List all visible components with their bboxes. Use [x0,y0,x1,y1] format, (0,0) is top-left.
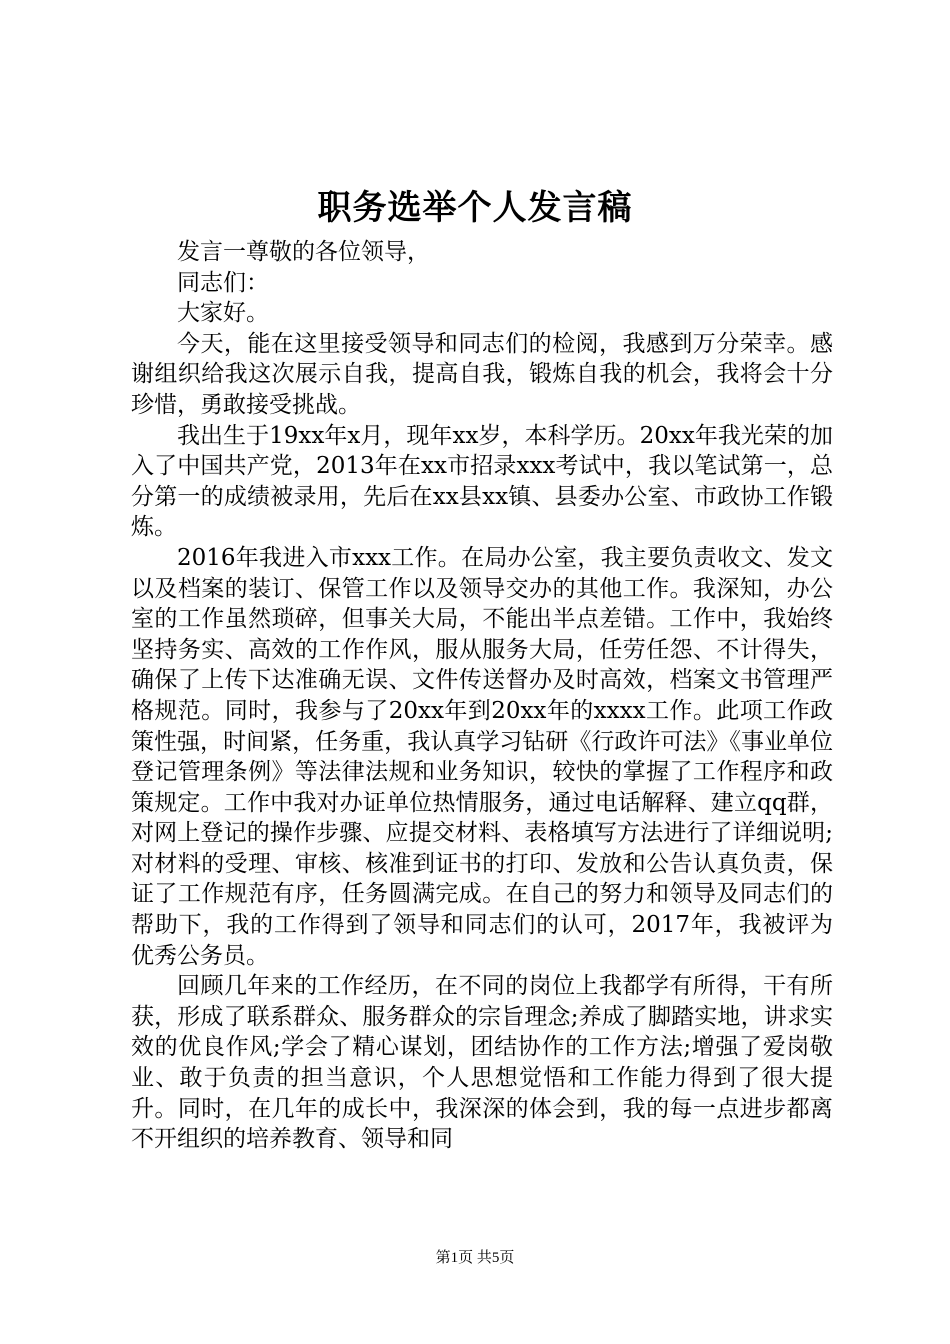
document-title: 职务选举个人发言稿 [317,188,633,228]
paragraph-greeting: 大家好。 [177,300,269,327]
document-body [131,237,833,1155]
paragraph-background: 我出生于19xx年x月，现年xx岁，本科学历。20xx年我光荣的加入了中国共产党，2013年在xx市招录xxx考试中，我以笔试第一，总分第一的成绩被录用，先后在xx县xx镇、县委办公室、市政协工作锻炼。 [131,422,833,541]
paragraph-opening: 今天，能在这里接受领导和同志们的检阅，我感到万分荣幸。感谢组织给我这次展示自我，提高自我，锻炼自我的机会，我将会十分珍惜，勇敢接受挑战。 [131,330,833,418]
paragraph-work-experience: 2016年我进入市xxx工作。在局办公室，我主要负责收文、发文以及档案的装订、保管工作以及领导交办的其他工作。我深知，办公室的工作虽然琐碎，但事关大局，不能出半点差错。工作中，我始终坚持务实、高效的工作作风，服从服务大局，任劳任怨、不计得失，确保了上传下达准确无误、文件传送督办及时高效，档案文书管理严格规范。同时，我参与了20xx年到20xx年的xxxx工作。此项工作政策性强，时间紧，任务重，我认真学习钻研《行政许可法》《事业单位登记管理条例》等法律法规和业务知识，较快的掌握了工作程序和政策规定。工作中我对办证单位热情服务，通过电话解释、建立qq群，对网上登记的操作步骤、应提交材料、表格填写方法进行了详细说明;对材料的受理、审核、核准到证书的打印、发放和公告认真负责，保证了工作规范有序，任务圆满完成。在自己的努力和领导及同志们的帮助下，我的工作得到了领导和同志们的认可，2017年，我被评为优秀公务员。 [131,544,833,969]
page-footer: 第1页 共5页 [435,1250,515,1266]
paragraph-address: 同志们： [177,269,269,296]
paragraph-salutation: 发言一尊敬的各位领导， [177,239,430,265]
paragraph-review: 回顾几年来的工作经历，在不同的岗位上我都学有所得，干有所获，形成了联系群众、服务群众的宗旨理念;养成了脚踏实地，讲求实效的优良作风;学会了精心谋划，团结协作的工作方法;增强了爱岗敬业、敢于负责的担当意识，个人思想觉悟和工作能力得到了很大提升。同时，在几年的成长中，我深深的体会到，我的每一点进步都离不开组织的培养教育、领导和同 [131,973,833,1153]
